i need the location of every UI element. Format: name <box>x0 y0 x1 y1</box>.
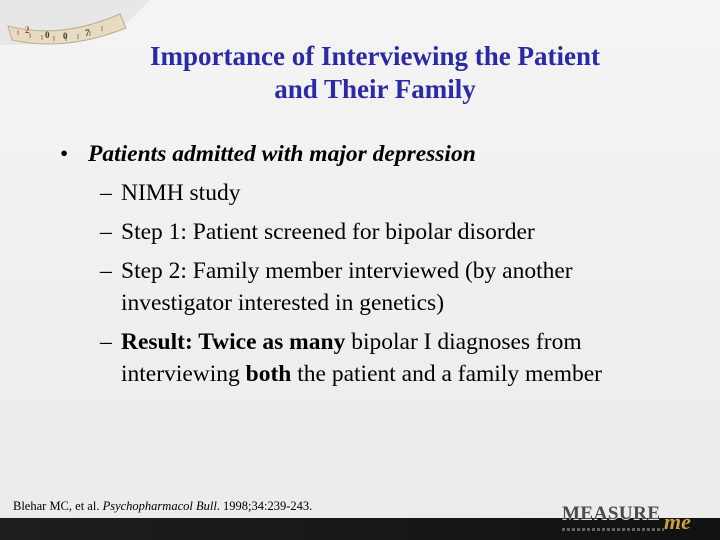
title-line-1: Importance of Interviewing the Patient <box>150 41 600 71</box>
citation <box>13 499 312 514</box>
sub-item-result <box>100 326 680 390</box>
citation-authors: Blehar MC, et al. <box>13 499 103 513</box>
dash-marker: – <box>100 258 112 284</box>
tape-digit: 7 <box>85 28 90 38</box>
result-text-1: bipolar I diagnoses from interviewing <box>121 329 582 387</box>
logo-tagline-decoration <box>562 528 664 531</box>
tape-digit: 0 <box>63 31 68 41</box>
tape-digit: 2 <box>25 25 30 35</box>
bullet-item <box>60 138 680 170</box>
dash-marker: – <box>100 180 112 206</box>
bullet-text: Patients admitted with major depression <box>88 141 476 167</box>
title-line-2: and Their Family <box>274 74 476 104</box>
sub-item <box>100 177 680 209</box>
result-text-2: the patient and a family member <box>291 361 602 387</box>
logo-text: MEASURE <box>562 503 661 524</box>
sub-item <box>100 216 680 248</box>
result-text <box>121 326 680 390</box>
slide-title <box>70 40 680 106</box>
sub-item-text: NIMH study <box>121 180 241 206</box>
logo-script-text: me <box>664 509 691 534</box>
dash-marker: – <box>100 219 112 245</box>
citation-journal: Psychopharmacol Bull <box>102 499 217 513</box>
result-bold-both: both <box>245 361 292 387</box>
measure-me-logo <box>562 503 712 540</box>
bullet-marker: • <box>60 141 69 167</box>
dash-marker: – <box>100 329 112 355</box>
citation-details: . 1998;34:239-243. <box>216 499 313 513</box>
slide-content <box>60 138 680 390</box>
result-bold-lead: Result: Twice as many <box>121 329 346 355</box>
tape-digit: 0 <box>45 30 50 40</box>
sub-item-text: Step 1: Patient screened for bipolar disorder <box>121 219 535 245</box>
sub-item <box>100 255 680 319</box>
sub-item-text: Step 2: Family member interviewed (by another investigator interested in genetics) <box>121 258 573 316</box>
